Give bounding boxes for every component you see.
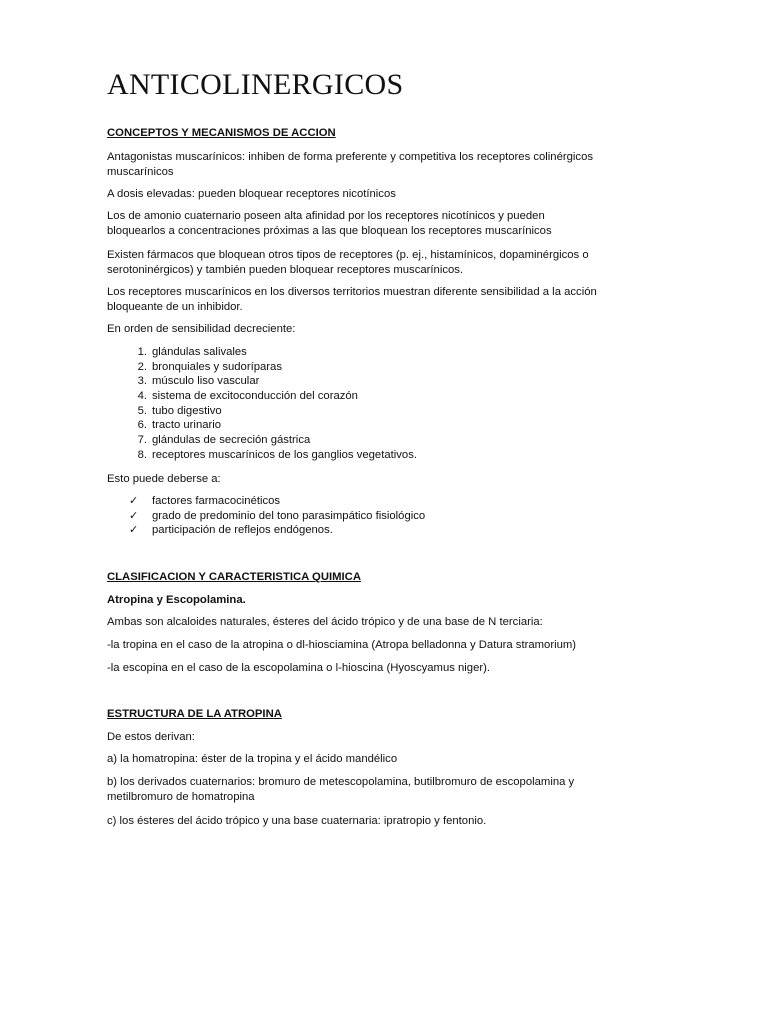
paragraph-amonio [107, 209, 667, 239]
text-line: metilbromuro de homatropina [107, 791, 255, 803]
list-number: 4. [137, 390, 147, 403]
list-text: glándulas de secreción gástrica [152, 434, 311, 447]
text-line: Existen fármacos que bloquean otros tipos de receptores (p. ej., histamínicos, dopaminérgicos o [107, 249, 589, 261]
checklist-text: grado de predominio del tono parasimpático fisiológico [152, 509, 426, 522]
subheading-rest: y Escopolamina. [153, 594, 246, 606]
paragraph-otros-receptores [107, 248, 667, 278]
checklist-text: factores farmacocinéticos [152, 495, 281, 507]
text-line: Los de amonio cuaternario poseen alta afinidad por los receptores nicotínicos y pueden [107, 210, 545, 222]
list-text: músculo liso vascular [152, 375, 260, 388]
document-title: ANTICOLINERGICOS [107, 68, 404, 101]
text-line: bloqueante de un inhibidor. [107, 301, 243, 313]
paragraph-antagonistas [107, 150, 667, 180]
list-text: glándulas salivales [152, 346, 247, 358]
list-text: sistema de excitoconducción del corazón [152, 390, 358, 403]
list-number: 8. [137, 448, 147, 461]
list-text: tubo digestivo [152, 404, 222, 417]
text-line: Los receptores muscarínicos en los diversos territorios muestran diferente sensibilidad a la acción [107, 286, 597, 298]
subheading-atropina [107, 593, 667, 608]
text-line: muscarínicos [107, 166, 174, 178]
paragraph-cuaternarios [107, 775, 667, 805]
paragraph-sensibilidad [107, 285, 667, 315]
paragraph-tropina: -la tropina en el caso de la atropina o dl-hiosciamina (Atropa belladonna y Datura stramorium) [107, 639, 577, 651]
checkmark-icon: ✓ [129, 495, 139, 507]
checkmark-icon: ✓ [129, 524, 139, 537]
list-number: 6. [137, 419, 147, 432]
text-line: bloquearlos a concentraciones próximas a las que bloquean los receptores muscarínicos [107, 225, 552, 237]
list-number: 5. [137, 404, 147, 417]
checkmark-icon: ✓ [129, 509, 139, 522]
section-heading-estructura: ESTRUCTURA DE LA ATROPINA [107, 708, 282, 720]
list-number: 2. [137, 360, 147, 373]
paragraph-dosis: A dosis elevadas: pueden bloquear receptores nicotínicos [107, 188, 396, 200]
text-line: Antagonistas muscarínicos: inhiben de forma preferente y competitiva los receptores colinérgicos [107, 151, 594, 163]
bold-term: Atropina [107, 594, 154, 606]
list-text: bronquiales y sudoríparas [152, 360, 282, 373]
paragraph-deberse: Esto puede deberse a: [107, 473, 221, 485]
paragraph-homatropina: a) la homatropina: éster de la tropina y el ácido mandélico [107, 753, 398, 765]
list-text: tracto urinario [152, 419, 222, 432]
paragraph-derivan: De estos derivan: [107, 731, 195, 743]
section-heading-clasificacion: CLASIFICACION Y CARACTERISTICA QUIMICA [107, 571, 361, 583]
checklist-text: participación de reflejos endógenos. [152, 524, 333, 537]
list-number: 3. [137, 375, 147, 388]
list-text: receptores muscarínicos de los ganglios vegetativos. [152, 448, 417, 461]
paragraph-escopina: -la escopina en el caso de la escopolamina o l-hioscina (Hyoscyamus niger). [107, 662, 491, 674]
list-number: 1. [137, 346, 147, 358]
text-line: serotoninérgicos) y también pueden bloquear receptores muscarínicos. [107, 264, 464, 276]
paragraph-alcaloides: Ambas son alcaloides naturales, ésteres del ácido trópico y de una base de N terciaria: [107, 616, 543, 628]
paragraph-esteres: c) los ésteres del ácido trópico y una base cuaternaria: ipratropio y fentonio. [107, 815, 487, 827]
text-line: b) los derivados cuaternarios: bromuro de metescopolamina, butilbromuro de escopolamina y [107, 776, 575, 788]
section-heading-conceptos: CONCEPTOS Y MECANISMOS DE ACCION [107, 127, 336, 139]
list-number: 7. [137, 434, 147, 447]
paragraph-orden: En orden de sensibilidad decreciente: [107, 323, 296, 335]
